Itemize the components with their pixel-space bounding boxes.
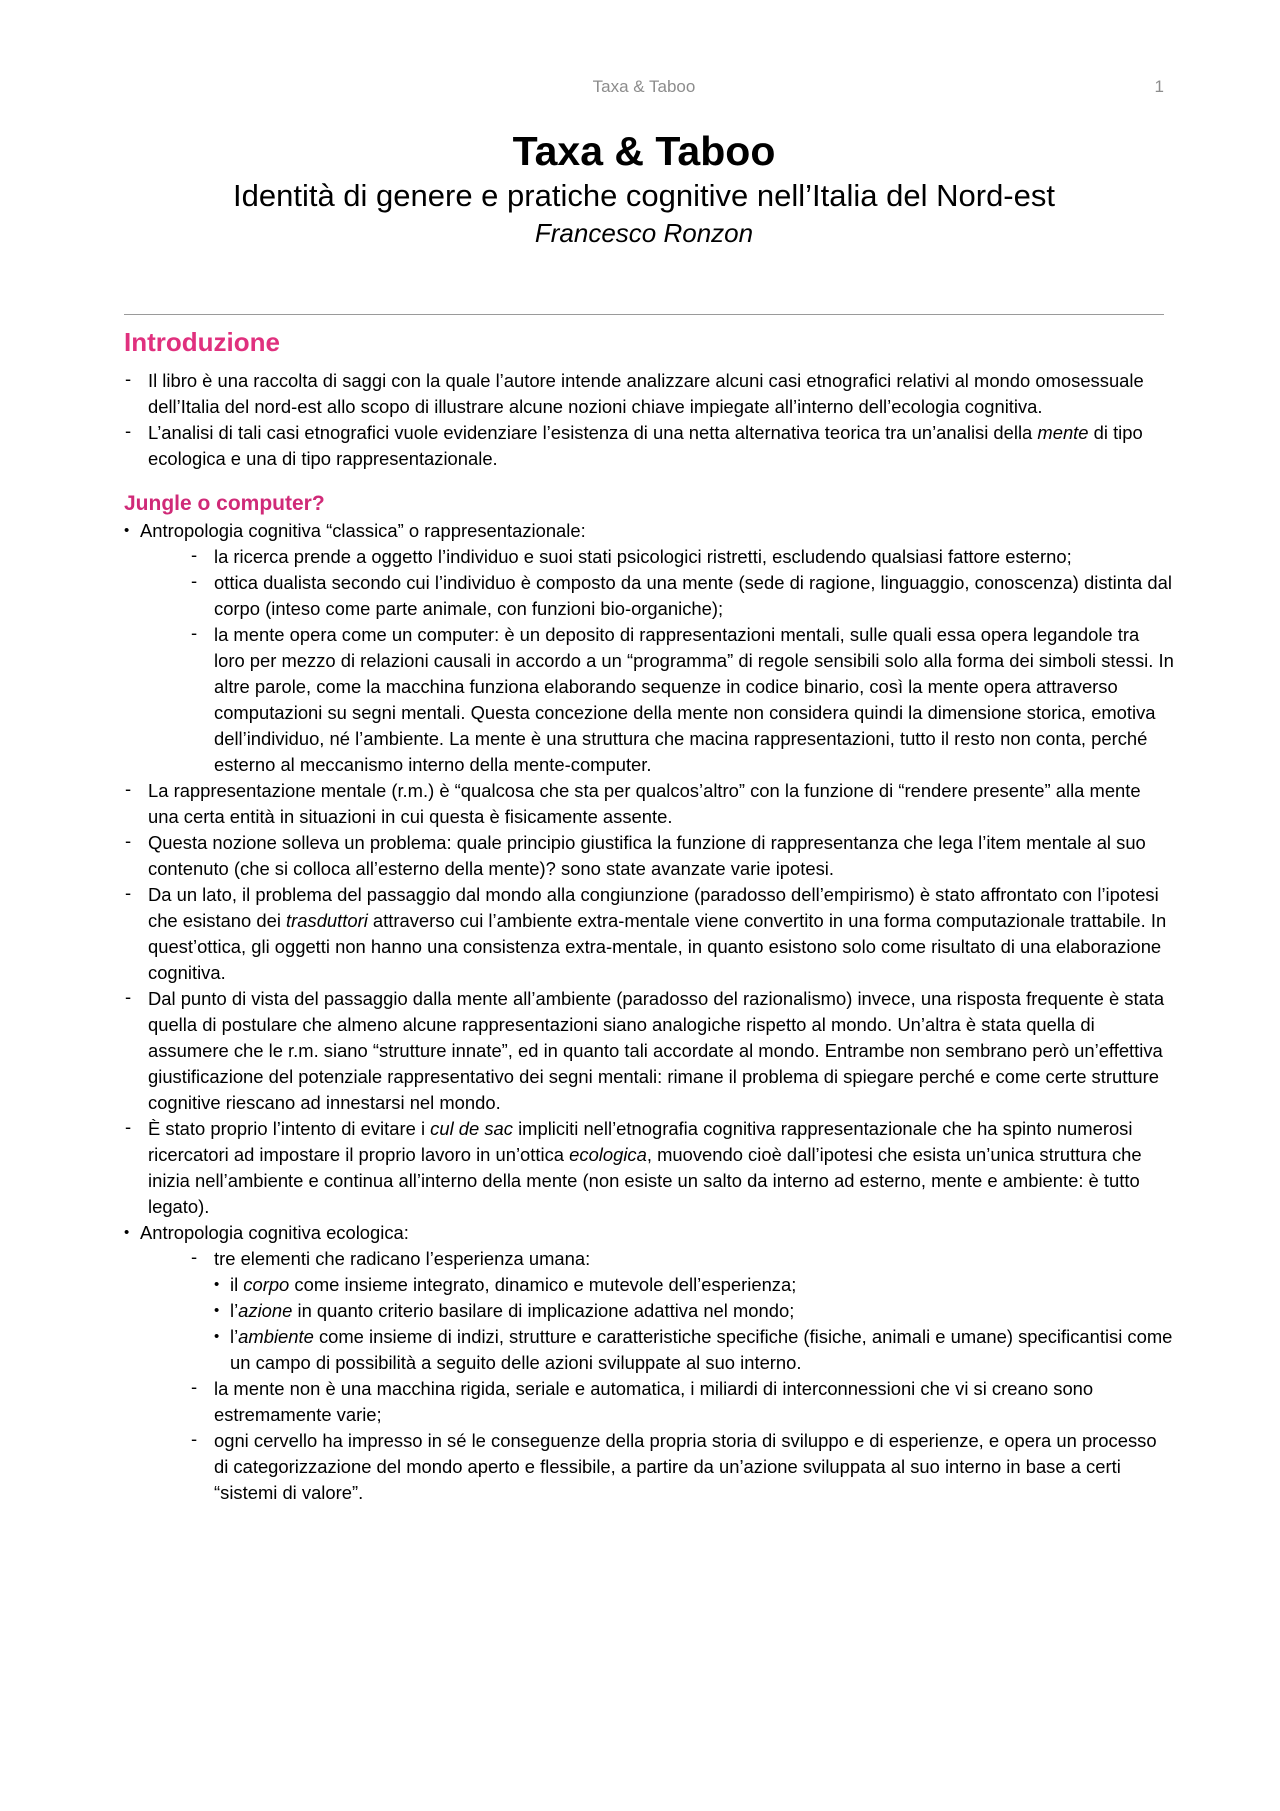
list-item: [124, 1116, 1174, 1220]
emphasis: ecologica: [569, 1144, 647, 1165]
text-run: come insieme di indizi, strutture e caratteristiche specifiche (fisiche, animali e umane) specificantisi come un campo di possibilità a seguito delle azioni sviluppate al suo interno.: [230, 1326, 1173, 1373]
list-item: - La rappresentazione mentale (r.m.) è “qualcosa che sta per qualcos’altro” con la funzione di “rendere presente” alla mente una certa entità in situazioni in cui questa è fisicamente assente.: [124, 778, 1174, 830]
text-run: come insieme integrato, dinamico e mutevole dell’esperienza;: [289, 1274, 797, 1295]
ecologica-bullet-list: [124, 1220, 1174, 1506]
section-heading-introduzione: Introduzione: [124, 327, 280, 357]
emphasis: ambiente: [238, 1326, 314, 1347]
list-item: [124, 1220, 1174, 1506]
emphasis: corpo: [243, 1274, 290, 1295]
text-run: l’: [230, 1300, 239, 1321]
list-item: [124, 882, 1174, 986]
list-item: - la mente non è una macchina rigida, seriale e automatica, i miliardi di interconnessioni che vi si creano sono estremamente varie;: [190, 1376, 1174, 1428]
page-number: 1: [1154, 77, 1164, 96]
emphasis: azione: [238, 1300, 293, 1321]
horizontal-divider: [124, 314, 1164, 315]
text-run: il: [230, 1274, 244, 1295]
document-author: Francesco Ronzon: [534, 218, 754, 248]
text-run: , muovendo cioè dall’ipotesi che esista un’unica struttura che inizia nell’ambiente e continua all’interno della mente (non esiste un salto da interno ad esterno, mente e ambiente: è tutto legato).: [148, 1144, 1142, 1217]
document-title: Taxa & Taboo: [512, 128, 776, 174]
list-item: [124, 518, 1174, 778]
list-item: [214, 1272, 1174, 1298]
classica-bullet-list: [124, 518, 1174, 778]
list-item: - Questa nozione solleva un problema: quale principio giustifica la funzione di rappresentanza che lega l’item mentale al suo contenuto (che si colloca all’esterno della mente)? sono state avanzate varie ipotesi.: [124, 830, 1174, 882]
classica-sublist: [190, 544, 1174, 778]
list-item: - ogni cervello ha impresso in sé le conseguenze della propria storia di sviluppo e di esperienze, e opera un processo di categorizzazione del mondo aperto e flessibile, a partire da un’azione sviluppata al suo interno in base a certi “sistemi di valore”.: [190, 1428, 1174, 1506]
text-run: È stato proprio l’intento di evitare i: [148, 1118, 431, 1139]
list-item: [124, 420, 1174, 472]
emphasis: trasduttori: [286, 910, 368, 931]
list-item: - la ricerca prende a oggetto l’individuo e suoi stati psicologici ristretti, escludendo qualsiasi fattore esterno;: [190, 544, 1174, 570]
list-item: - ottica dualista secondo cui l’individuo è composto da una mente (sede di ragione, linguaggio, conoscenza) distinta dal corpo (inteso come parte animale, con funzioni bio-organiche);: [190, 570, 1174, 622]
text-run: tre elementi che radicano l’esperienza umana:: [214, 1248, 591, 1269]
text-run: di tipo ecologica e una di tipo rappresentazionale.: [148, 422, 1143, 469]
title-block: [124, 126, 1164, 250]
emphasis: cul de sac: [430, 1118, 513, 1139]
text-run: in quanto criterio basilare di implicazione adattiva nel mondo;: [292, 1300, 795, 1321]
bullet-label: Antropologia cognitiva ecologica:: [140, 1222, 409, 1243]
section-heading-jungle: Jungle o computer?: [124, 492, 325, 515]
text-run: L’analisi di tali casi etnografici vuole evidenziare l’esistenza di una netta alternativa teorica tra un’analisi della: [148, 422, 1038, 443]
document-subtitle: Identità di genere e pratiche cognitive nell’Italia del Nord-est: [233, 178, 1055, 213]
text-run: impliciti nell’etnografia cognitiva rappresentazionale che ha spinto numerosi ricercatori ad impostare il proprio lavoro in un’ottica: [148, 1118, 1133, 1165]
list-item: - la mente opera come un computer: è un deposito di rappresentazioni mentali, sulle quali essa opera legandole tra loro per mezzo di relazioni causali in accordo a un “programma” di regole sensibili solo alla forma dei simboli stessi. In altre parole, come la macchina funziona elaborando sequenze in codice binario, così la mente opera attraverso computazioni su segni mentali. Questa concezione della mente non considera quindi la dimensione storica, emotiva dell’individuo, né l’ambiente. La mente è una struttura che macina rappresentazioni, tutto il resto non conta, perché esterno al meccanismo interno della mente-computer.: [190, 622, 1174, 778]
elementi-list: [214, 1272, 1174, 1376]
text-run: attraverso cui l’ambiente extra-mentale viene convertito in una forma computazionale trattabile. In quest’ottica, gli oggetti non hanno una consistenza extra-mentale, in quanto esistono solo come risultato di una elaborazione cognitiva.: [148, 910, 1167, 983]
running-title: Taxa & Taboo: [592, 77, 696, 96]
running-header: [124, 77, 1164, 101]
rappresentazione-list: [124, 778, 1174, 1220]
text-run: l’: [230, 1326, 239, 1347]
text-run: Da un lato, il problema del passaggio dal mondo alla congiunzione (paradosso dell’empirismo) è stato affrontato con l’ipotesi che esistano dei: [148, 884, 1159, 931]
list-item: [214, 1298, 1174, 1324]
document-body: [124, 322, 1174, 1506]
list-item: [214, 1324, 1174, 1376]
list-item: [190, 1246, 1174, 1376]
emphasis: mente: [1037, 422, 1089, 443]
list-item: - Dal punto di vista del passaggio dalla mente all’ambiente (paradosso del razionalismo) invece, una risposta frequente è stata quella di postulare che almeno alcune rappresentazioni siano analogiche rispetto al mondo. Un’altra è stata quella di assumere che le r.m. siano “strutture innate”, ed in quanto tali accordate al mondo. Entrambe non sembrano però un’effettiva giustificazione del potenziale rappresentativo dei segni mentali: rimane il problema di spiegare perché e come certe strutture cognitive riescano ad innestarsi nel mondo.: [124, 986, 1174, 1116]
bullet-label: Antropologia cognitiva “classica” o rappresentazionale:: [140, 520, 586, 541]
introduzione-list: [124, 368, 1174, 472]
list-item: - Il libro è una raccolta di saggi con la quale l’autore intende analizzare alcuni casi etnografici relativi al mondo omosessuale dell’Italia del nord-est allo scopo di illustrare alcune nozioni chiave impiegate all’interno dell’ecologia cognitiva.: [124, 368, 1174, 420]
ecologica-sublist: [190, 1246, 1174, 1506]
